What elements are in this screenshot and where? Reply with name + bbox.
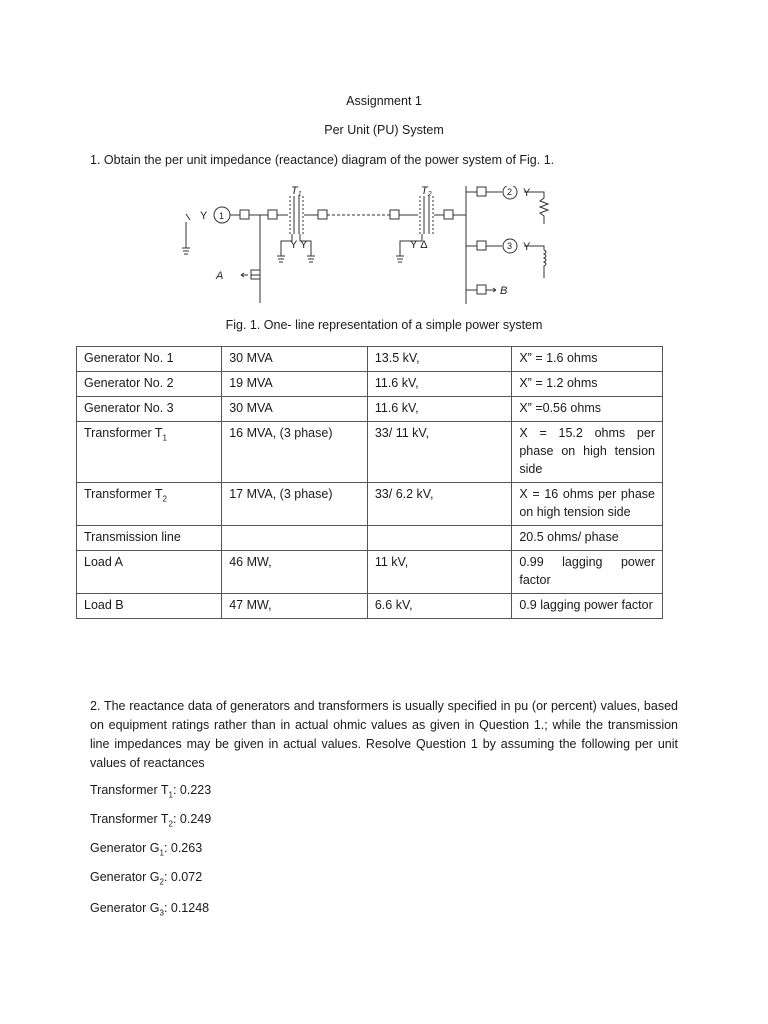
table-cell: 33/ 6.2 kV,: [367, 483, 511, 526]
pu-value-generator-g1: Generator $G_1$: 0.263: [90, 841, 203, 858]
table-cell: 0.9 lagging power factor: [512, 594, 663, 619]
table-row: [77, 526, 663, 551]
t1-winding-label: Y Y: [290, 239, 308, 251]
table-cell: X = 15.2 ohms per phase on high tension side: [512, 422, 663, 483]
breaker-load-b: [477, 285, 486, 294]
table-cell: 16 MVA, (3 phase): [222, 422, 368, 483]
pu-value-generator-g3: Generator $G_3$: 0.1248: [90, 901, 210, 918]
table-cell: Transformer $T_1$: [77, 422, 222, 483]
table-cell: 47 MW,: [222, 594, 368, 619]
load-b-label: B: [500, 285, 508, 297]
t2-core: [424, 196, 429, 234]
table-cell: 11.6 kV,: [367, 372, 511, 397]
ground-symbol-4: [396, 256, 404, 262]
table-cell: 30 MVA: [222, 347, 368, 372]
table-cell: X” =0.56 ohms: [512, 397, 663, 422]
table-cell: Load B: [77, 594, 222, 619]
load-a-label: A: [216, 270, 224, 282]
t1-label: T1: [291, 186, 302, 198]
breaker-1: [240, 210, 249, 219]
gen3-number: 3: [507, 241, 513, 251]
table-row: [77, 483, 663, 526]
t1-coils: [290, 196, 303, 234]
breaker-5: [444, 210, 453, 219]
table-row: [77, 594, 663, 619]
table-cell: 33/ 11 kV,: [367, 422, 511, 483]
ground-symbol-3: [307, 256, 315, 262]
question-1: 1. Obtain the per unit impedance (reactance) diagram of the power system of Fig. 1.: [90, 153, 555, 167]
pu-value-transformer-t1: Transformer $T_1$: 0.223: [90, 783, 212, 800]
gen2-y-label: Y: [523, 187, 531, 199]
table-cell: 19 MVA: [222, 372, 368, 397]
load-b-arrow: [486, 288, 496, 292]
table-cell: 46 MW,: [222, 551, 368, 594]
t1-core: [294, 196, 299, 234]
ground-symbol-2: [277, 256, 285, 262]
gen3-y-label: Y: [523, 241, 531, 253]
table-cell: X” = 1.6 ohms: [512, 347, 663, 372]
breaker-3: [318, 210, 327, 219]
t2-winding-label: Y Δ: [410, 239, 428, 251]
ground-symbol-1: [182, 248, 190, 254]
table-cell: Transformer $T_2$: [77, 483, 222, 526]
breaker-4: [390, 210, 399, 219]
table-row: [77, 551, 663, 594]
one-line-diagram: [178, 186, 600, 306]
table-row: [77, 372, 663, 397]
table-cell: 11.6 kV,: [367, 397, 511, 422]
table-cell: 13.5 kV,: [367, 347, 511, 372]
table-cell: Transmission line: [77, 526, 222, 551]
gen1-y-label: Y: [200, 210, 208, 222]
table-cell: [367, 526, 511, 551]
figure-caption: Fig. 1. One- line representation of a simple power system: [225, 318, 543, 332]
table-cell: 20.5 ohms/ phase: [512, 526, 663, 551]
breaker-gen2: [477, 187, 486, 196]
gen1-number: 1: [219, 211, 225, 221]
table-cell: Generator No. 1: [77, 347, 222, 372]
bus-left: [249, 215, 260, 303]
document-title: Assignment 1: [346, 94, 422, 108]
table-row: [77, 397, 663, 422]
gen2-number: 2: [507, 187, 513, 197]
load-a-arrow: [241, 273, 248, 277]
question-2: 2. The reactance data of generators and transformers is usually specified in pu (or percent) values, based on equipment ratings rather than in actual ohmic values as given in Question 1.; while the transmission line impedances may be given in actual values. Resolve Question 1 by assuming the following per unit values of reactances: [90, 699, 678, 770]
wire-y-left: [186, 214, 190, 220]
pu-value-transformer-t2: Transformer $T_2$: 0.249: [90, 812, 212, 829]
table-cell: 17 MVA, (3 phase): [222, 483, 368, 526]
table-cell: 30 MVA: [222, 397, 368, 422]
breaker-2: [268, 210, 277, 219]
pu-value-generator-g2: Generator $G_2$: 0.072: [90, 870, 203, 887]
document-subtitle: Per Unit (PU) System: [324, 123, 444, 137]
table-cell: [222, 526, 368, 551]
table-cell: Generator No. 2: [77, 372, 222, 397]
table-cell: 0.99 lagging power factor: [512, 551, 663, 594]
breaker-gen3: [477, 241, 486, 250]
table-cell: X” = 1.2 ohms: [512, 372, 663, 397]
t2-label: T2: [421, 186, 432, 198]
t2-coils: [420, 196, 433, 234]
table-cell: Load A: [77, 551, 222, 594]
table-cell: 11 kV,: [367, 551, 511, 594]
table-row: [77, 422, 663, 483]
table-cell: Generator No. 3: [77, 397, 222, 422]
table-cell: 6.6 kV,: [367, 594, 511, 619]
table-cell: X = 16 ohms per phase on high tension side: [512, 483, 663, 526]
table-row: [77, 347, 663, 372]
system-data-table: [76, 346, 663, 619]
